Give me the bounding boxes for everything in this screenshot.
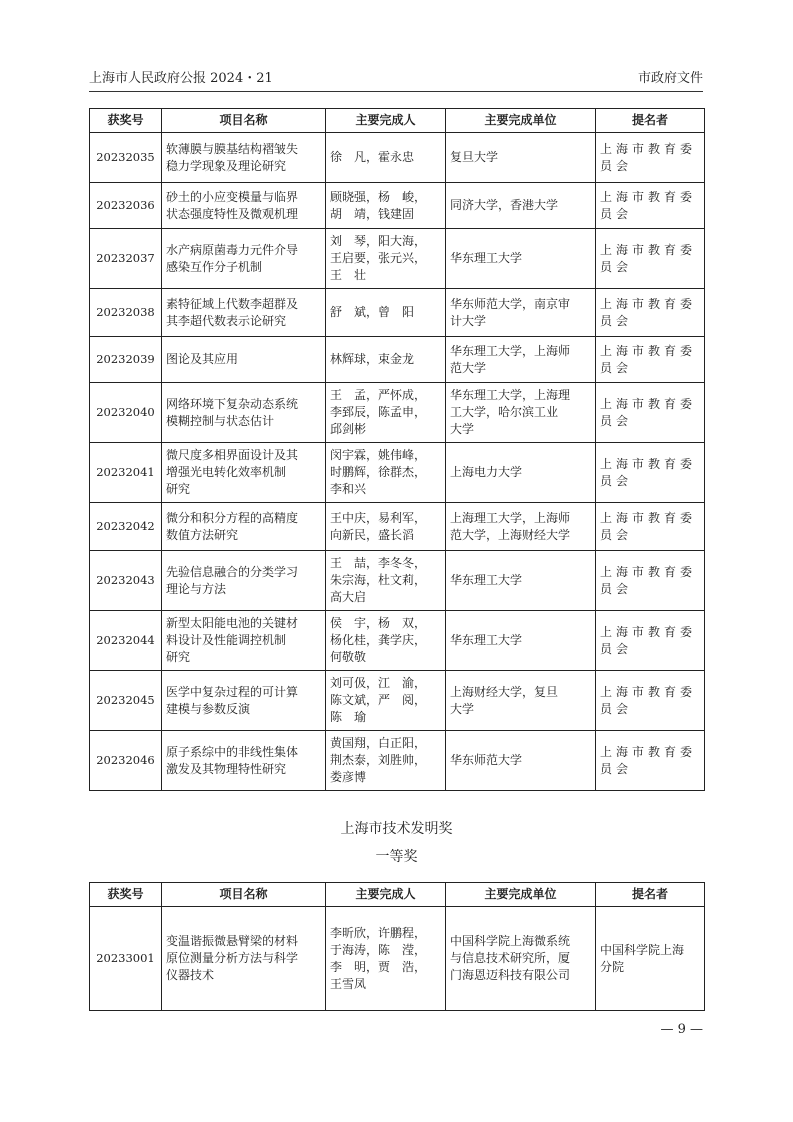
cell-nominator: 上海市教育委 员会 — [596, 229, 705, 289]
cell-people: 顾晓强，杨 峻， 胡 靖，钱建固 — [326, 183, 446, 229]
table-row — [90, 551, 705, 611]
cell-units: 同济大学，香港大学 — [446, 183, 596, 229]
table-row — [90, 183, 705, 229]
cell-nominator: 上海市教育委 员会 — [596, 133, 705, 183]
section-title: 上海市技术发明奖 — [340, 821, 453, 837]
cell-units: 华东师范大学 — [446, 731, 596, 791]
cell-project-name: 原子系综中的非线性集体 激发及其物理特性研究 — [162, 731, 326, 791]
table-header-row — [90, 883, 705, 907]
header-publication: 上海市人民政府公报 2024・21 — [89, 71, 273, 86]
col-award-id: 获奖号 — [90, 883, 162, 907]
col-nominator: 提名者 — [596, 109, 705, 133]
cell-project-name: 医学中复杂过程的可计算 建模与参数反演 — [162, 671, 326, 731]
cell-project-name: 微尺度多相界面设计及其 增强光电转化效率机制 研究 — [162, 443, 326, 503]
cell-units: 华东理工大学 — [446, 611, 596, 671]
cell-nominator: 上海市教育委 员会 — [596, 671, 705, 731]
cell-people: 刘 琴，阳大海， 王启要，张元兴， 王 壮 — [326, 229, 446, 289]
table-header-row — [90, 109, 705, 133]
cell-project-name: 水产病原菌毒力元件介导 感染互作分子机制 — [162, 229, 326, 289]
header-section: 市政府文件 — [637, 71, 703, 86]
cell-units: 华东理工大学 — [446, 229, 596, 289]
cell-nominator: 上海市教育委 员会 — [596, 611, 705, 671]
cell-people: 舒 斌，曾 阳 — [326, 289, 446, 337]
table-row — [90, 337, 705, 383]
table-row — [90, 133, 705, 183]
table-row — [90, 907, 705, 1011]
cell-award-id: 20232044 — [90, 611, 162, 671]
cell-nominator: 上海市教育委 员会 — [596, 503, 705, 551]
cell-units: 复旦大学 — [446, 133, 596, 183]
table-row — [90, 289, 705, 337]
cell-people: 王 喆，李冬冬， 朱宗海，杜文莉， 高大启 — [326, 551, 446, 611]
cell-people: 王中庆，易利军， 向新民，盛长滔 — [326, 503, 446, 551]
col-nominator: 提名者 — [596, 883, 705, 907]
cell-people: 黄国翔，白正阳， 荆杰泰，刘胜帅， 娄彦博 — [326, 731, 446, 791]
col-units: 主要完成单位 — [446, 109, 596, 133]
cell-project-name: 素特征域上代数李超群及 其李超代数表示论研究 — [162, 289, 326, 337]
cell-award-id: 20233001 — [90, 907, 162, 1011]
cell-award-id: 20232046 — [90, 731, 162, 791]
cell-units: 中国科学院上海微系统 与信息技术研究所，厦 门海恩迈科技有限公司 — [446, 907, 596, 1011]
cell-award-id: 20232045 — [90, 671, 162, 731]
cell-people: 闵宇霖，姚伟峰， 时鹏辉，徐群杰， 李和兴 — [326, 443, 446, 503]
cell-award-id: 20232041 — [90, 443, 162, 503]
cell-award-id: 20232040 — [90, 383, 162, 443]
table-row — [90, 503, 705, 551]
cell-project-name: 先验信息融合的分类学习 理论与方法 — [162, 551, 326, 611]
cell-units: 华东师范大学，南京审 计大学 — [446, 289, 596, 337]
cell-award-id: 20232042 — [90, 503, 162, 551]
cell-nominator: 上海市教育委 员会 — [596, 731, 705, 791]
cell-award-id: 20232043 — [90, 551, 162, 611]
cell-nominator: 上海市教育委 员会 — [596, 337, 705, 383]
col-award-id: 获奖号 — [90, 109, 162, 133]
col-people: 主要完成人 — [326, 109, 446, 133]
award-table-natural-science — [89, 108, 705, 791]
cell-units: 华东理工大学，上海师 范大学 — [446, 337, 596, 383]
award-table-technical-invention — [89, 882, 705, 1011]
cell-nominator: 上海市教育委 员会 — [596, 289, 705, 337]
cell-nominator: 中国科学院上海 分院 — [596, 907, 705, 1011]
cell-units: 上海理工大学，上海师 范大学，上海财经大学 — [446, 503, 596, 551]
cell-units: 上海财经大学，复旦 大学 — [446, 671, 596, 731]
table-row — [90, 229, 705, 289]
col-units: 主要完成单位 — [446, 883, 596, 907]
cell-people: 徐 凡，霍永忠 — [326, 133, 446, 183]
cell-project-name: 微分和积分方程的高精度 数值方法研究 — [162, 503, 326, 551]
cell-award-id: 20232035 — [90, 133, 162, 183]
table-row — [90, 671, 705, 731]
page-number: — 9 — — [660, 1022, 703, 1037]
cell-people: 李昕欣，许鹏程， 于海涛，陈 滢， 李 明，贾 浩， 王雪凤 — [326, 907, 446, 1011]
cell-project-name: 图论及其应用 — [162, 337, 326, 383]
cell-people: 侯 宇，杨 双， 杨化桂，龚学庆， 何敬敬 — [326, 611, 446, 671]
table-row — [90, 383, 705, 443]
col-people: 主要完成人 — [326, 883, 446, 907]
cell-project-name: 变温谐振微悬臂梁的材料 原位测量分析方法与科学 仪器技术 — [162, 907, 326, 1011]
header-rule — [89, 91, 703, 92]
cell-nominator: 上海市教育委 员会 — [596, 183, 705, 229]
table-row — [90, 443, 705, 503]
section-grade: 一等奖 — [375, 849, 418, 865]
cell-project-name: 软薄膜与膜基结构褶皱失 稳力学现象及理论研究 — [162, 133, 326, 183]
cell-people: 王 孟，严怀成， 李郅辰，陈孟申， 邱剑彬 — [326, 383, 446, 443]
cell-award-id: 20232036 — [90, 183, 162, 229]
cell-award-id: 20232037 — [90, 229, 162, 289]
col-project-name: 项目名称 — [162, 109, 326, 133]
cell-nominator: 上海市教育委 员会 — [596, 443, 705, 503]
cell-project-name: 砂土的小应变模量与临界 状态强度特性及微观机理 — [162, 183, 326, 229]
cell-people: 林辉球，束金龙 — [326, 337, 446, 383]
cell-nominator: 上海市教育委 员会 — [596, 551, 705, 611]
cell-units: 上海电力大学 — [446, 443, 596, 503]
table-row — [90, 611, 705, 671]
table-row — [90, 731, 705, 791]
cell-project-name: 新型太阳能电池的关键材 料设计及性能调控机制 研究 — [162, 611, 326, 671]
cell-award-id: 20232039 — [90, 337, 162, 383]
cell-nominator: 上海市教育委 员会 — [596, 383, 705, 443]
col-project-name: 项目名称 — [162, 883, 326, 907]
cell-project-name: 网络环境下复杂动态系统 模糊控制与状态估计 — [162, 383, 326, 443]
cell-people: 刘可伋，江 渝， 陈文斌，严 阅， 陈 瑜 — [326, 671, 446, 731]
cell-units: 华东理工大学，上海理 工大学，哈尔滨工业 大学 — [446, 383, 596, 443]
cell-award-id: 20232038 — [90, 289, 162, 337]
cell-units: 华东理工大学 — [446, 551, 596, 611]
